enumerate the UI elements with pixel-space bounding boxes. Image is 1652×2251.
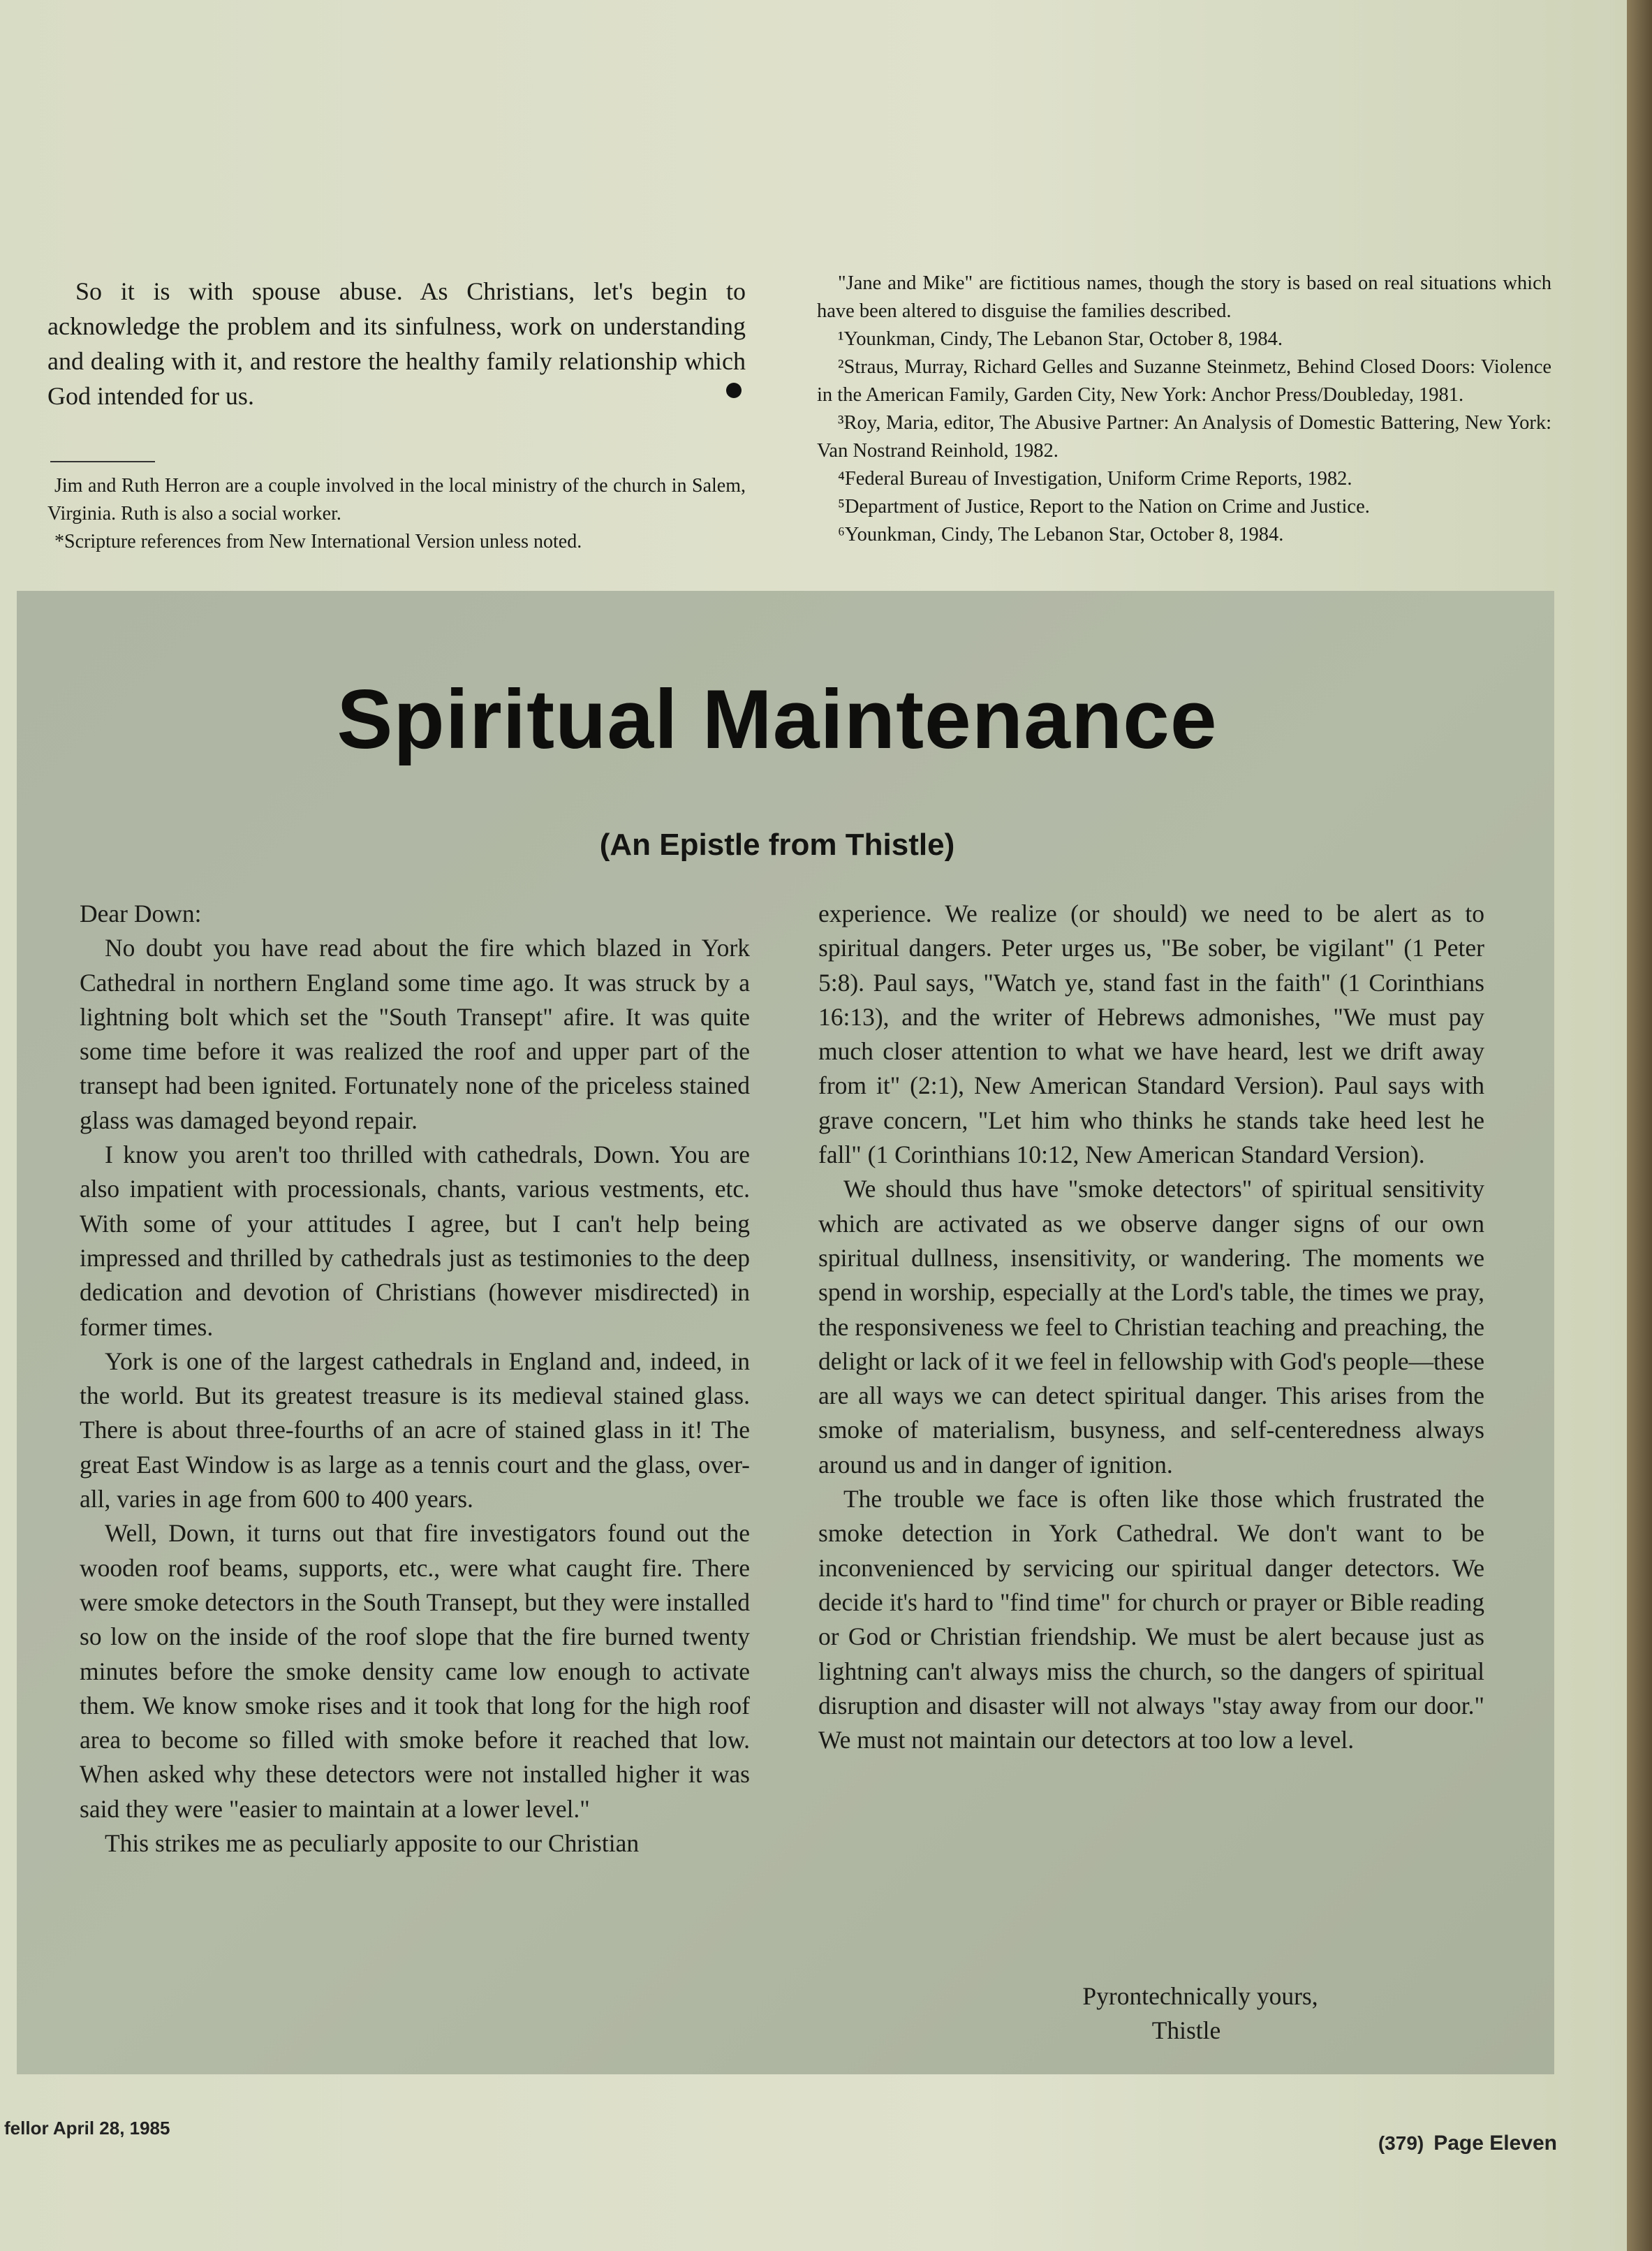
author-note: Jim and Ruth Herron are a couple involved in the local ministry of the church in Salem, Virginia. Ruth is also a social worker. [47,475,746,525]
paragraph: experience. We realize (or should) we need to be alert as to spiritual dangers. Peter urges us, "Be sober, be vigilant" (1 Peter 5:8). Paul says, "Watch ye, stand fast in the faith" (1 Corinthians 16:13), and the writer of Hebrews admonishes, "We must pay much closer attention to what we have heard, lest we drift away from it" (2:1), New American Standard Version). Paul says with grave concern, "Let him who thinks he stands take heed lest he fall" (1 Corinthians 10:12, New American Standard Version). [818,900,1484,1169]
footnote-2: ²Straus, Murray, Richard Gelles and Suzanne Steinmetz, Behind Closed Doors: Violence in the American Family, Garden City, New York: Anchor Press/Doubleday, 1981. [817,356,1551,406]
page-label: Page Eleven [1433,2132,1557,2155]
closing-line: Pyrontechnically yours, [1082,1982,1318,2010]
footnote-3: ³Roy, Maria, editor, The Abusive Partner: An Analysis of Domestic Battering, New York: Van Nostrand Reinhold, 1982. [817,412,1551,462]
page-number: (379) [1378,2132,1424,2154]
signature: Thistle [1151,2016,1221,2045]
closing-paragraph: So it is with spouse abuse. As Christians, let's begin to acknowledge the problem and its sinfulness, work on understanding and dealing with it, and restore the healthy family relationship which God intended for us. [47,277,746,410]
article-subtitle: (An Epistle from Thistle) [599,828,955,862]
footnote-4: ⁴Federal Bureau of Investigation, Uniform Crime Reports, 1982. [838,468,1352,490]
article-left-column [80,897,750,1861]
scripture-note: *Scripture references from New International Version unless noted. [54,531,582,552]
article-title: Spiritual Maintenance [337,673,1218,766]
footnote-rule [50,461,155,462]
paragraph: This strikes me as peculiarly apposite to our Christian [105,1829,640,1858]
paragraph: York is one of the largest cathedrals in England and, indeed, in the world. But its greatest treasure is its medieval stained glass. There is about three-fourths of an acre of stained glass in it! The great East Window is as large as a tennis court and the glass, over-all, varies in age from 600 to 400 years. [80,1347,750,1513]
paragraph: I know you aren't too thrilled with cathedrals, Down. You are also impatient with processionals, chants, various vestments, etc. With some of your attitudes I agree, but I can't help being impressed and thrilled by cathedrals just as testimonies to the deep dedication and devotion of Christians (however misdirected) in former times. [80,1141,750,1341]
author-notes [47,472,746,556]
salutation: Dear Down: [80,900,202,927]
footnote-5: ⁵Department of Justice, Report to the Nation on Crime and Justice. [838,496,1370,518]
page-spine-edge [1627,0,1652,2251]
paragraph: The trouble we face is often like those which frustrated the smoke detection in York Cathedral. We don't want to be inconvenienced by servicing our spiritual danger detectors. We decide it's hard to "find time" for church or prayer or Bible reading or God or Christian friendship. We must be alert because just as lightning can't always miss the church, so the dangers of spiritual disruption and disaster will not always "stay away from our door." We must not maintain our detectors at too low a level. [818,1485,1484,1754]
footnotes-column [817,270,1551,549]
footnote-intro: "Jane and Mike" are fictitious names, though the story is based on real situations which have been altered to disguise the families described. [817,272,1551,322]
signoff [818,1979,1484,2048]
footnote-1: ¹Younkman, Cindy, The Lebanon Star, October 8, 1984. [838,328,1283,350]
paragraph: No doubt you have read about the fire which blazed in York Cathedral in northern England some time ago. It was struck by a lightning bolt which set the "South Transept" afire. It was quite some time before it was realized the roof and upper part of the transept had been ignited. Fortunately none of the priceless stained glass was damaged beyond repair. [80,934,750,1134]
end-of-article-bullet [726,383,742,398]
paragraph: We should thus have "smoke detectors" of spiritual sensitivity which are activated as we observe danger signs of our own spiritual dullness, insensitivity, or wandering. The moments we spend in worship, especially at the Lord's table, the times we pray, the responsiveness we feel to Christian teaching and preaching, the delight or lack of it we feel in fellowship with God's people—these are all ways we can detect spiritual danger. This arises from the smoke of materialism, busyness, and self-centeredness always around us and in danger of ignition. [818,1175,1484,1479]
article-right-column [818,897,1484,1757]
paragraph: Well, Down, it turns out that fire investigators found out the wooden roof beams, supports, etc., were what caught fire. There were smoke detectors in the South Transept, but they were installed so low on the inside of the roof slope that the fire burned twenty minutes before the smoke density came low enough to activate them. We know smoke rises and it took that long for the high roof area to become so filled with smoke before it reached that low. When asked why these detectors were not installed higher it was said they were "easier to maintain at a lower level." [80,1519,750,1823]
footer-page-info [1378,2132,1557,2155]
footer-issue-date: fellor April 28, 1985 [4,2118,170,2139]
footnote-6: ⁶Younkman, Cindy, The Lebanon Star, October 8, 1984. [838,524,1284,545]
previous-article-ending [47,274,746,413]
